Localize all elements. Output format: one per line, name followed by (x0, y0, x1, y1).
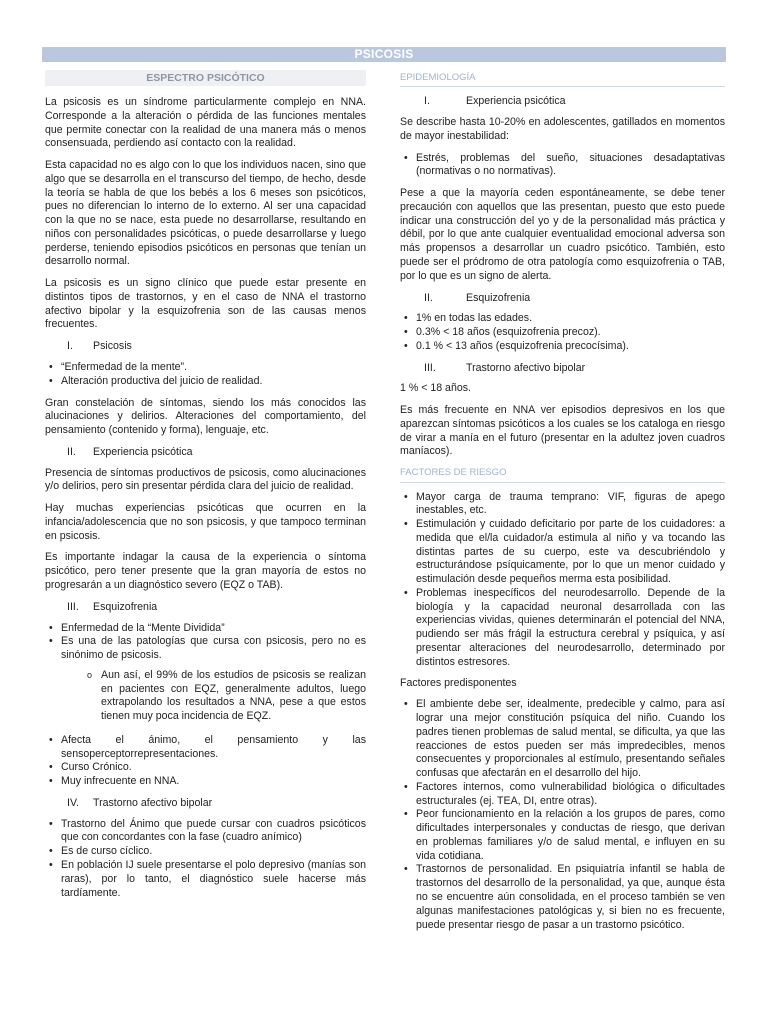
heading-esquizofrenia (45, 601, 366, 615)
list-item: • 0.3% < 18 años (esquizofrenia precoz). (400, 326, 725, 340)
heading-number: IV. (67, 796, 79, 809)
list-item: • Estimulación y cuidado deficitario por parte de los cuidadores: a medida que el/la cuidador/a estimula al niño y va tocando las distintas partes de su cuerpo, este va descubriéndolo y estructurándose psíquicamente, por lo que un menor cuidado y estimulación desde pequeños merma esta posibilidad. (400, 518, 725, 587)
list-item: • Es una de las patologías que cursa con psicosis, pero no es sinónimo de psicosis. (45, 635, 366, 663)
bullet-list (400, 312, 725, 353)
paragraph: Hay muchas experiencias psicóticas que ocurren en la infancia/adolescencia que no son psicosis, y que tampoco terminan en psicosis. (45, 502, 366, 542)
paragraph: Se describe hasta 10-20% en adolescentes, gatillados en momentos de mayor inestabilidad: (400, 116, 725, 142)
heading-number: II. (424, 291, 433, 304)
list-item: • El ambiente debe ser, idealmente, predecible y calmo, para así lograr una mejor constitución psíquica del niño. Cuando los padres tienen problemas de salud mental, se dificulta, ya que las reacciones de estos pueden ser más impredecibles, menos consecuentes y proporcionales al estímulo, presentando señales confusas que afectarán en el desarrollo del hijo. (400, 698, 725, 781)
paragraph: Es más frecuente en NNA ver episodios depresivos en los que aparezcan síntomas psicóticos a los cuales se los cataloga en riesgo de virar a manía en el futuro (presentar en la adultez joven cuadros maníacos). (400, 404, 725, 458)
heading-number: III. (67, 600, 79, 613)
heading-text: Trastorno afectivo bipolar (93, 796, 213, 809)
bullet-list (45, 734, 366, 789)
paragraph: La psicosis es un síndrome particularmente complejo en NNA. Corresponde a la alteración o pérdida de las funciones mentales que permite conectar con la realidad de una manera más o menos consensuada, perdiendo así contacto con la realidad. (45, 96, 366, 150)
heading-number: II. (67, 445, 76, 458)
paragraph: La psicosis es un signo clínico que puede estar presente en distintos tipos de trastornos, y en el caso de NNA el trastorno afectivo bipolar y la esquizofrenia son de las causas menos frecuentes. (45, 277, 366, 331)
list-item: • 0.1 % < 13 años (esquizofrenia precocísima). (400, 340, 725, 354)
list-item: • Trastornos de personalidad. En psiquiatría infantil se habla de trastornos del desarrollo de la personalidad, ya que, aunque ésta no se encuentre aún consolidada, en el proceso también se ven algunas manifestaciones patológicas y, si bien no es frecuente, puede presentar riesgo de pasar a un trastorno psicótico. (400, 863, 725, 932)
bullet-list (45, 622, 366, 663)
list-item: • En población IJ suele presentarse el polo depresivo (manías son raras), por lo tanto, el diagnóstico suele hacerse más tardíamente. (45, 859, 366, 900)
bullet-list (45, 818, 366, 901)
page-banner-title: PSICOSIS (42, 47, 726, 62)
list-item: • Afecta el ánimo, el pensamiento y las sensoperceptorrepresentaciones. (45, 734, 366, 762)
bullet-list (400, 491, 725, 670)
heading-experiencia-psicotica (400, 95, 725, 109)
bullet-list (400, 698, 725, 932)
paragraph: Gran constelación de síntomas, siendo los más conocidos las alucinaciones y delirios. Alteraciones del comportamiento, del pensamiento (contenido y forma), lenguaje, etc. (45, 396, 366, 437)
list-item: • Estrés, problemas del sueño, situaciones desadaptativas (normativas o no normativas). (400, 152, 725, 180)
list-item: • 1% en todas las edades. (400, 312, 725, 326)
list-item: • Alteración productiva del juicio de realidad. (45, 375, 366, 389)
list-item: • Trastorno del Ánimo que puede cursar con cuadros psicóticos que con concordantes con la fase (cuadro anímico) (45, 818, 366, 846)
paragraph: Pese a que la mayoría ceden espontáneamente, se debe tener precaución con aquellos que las presentan, puesto que esto puede indicar una construcción del yo y de la personalidad más práctica y débil, por lo que ante cualquier eventualidad emocional adversa son más propensos a desarrollar un cuadro psicótico. También, esto puede ser el pródromo de otra patología como esquizofrenia o TAB, por lo que es un signo de alerta. (400, 187, 725, 282)
list-item: • “Enfermedad de la mente”. (45, 361, 366, 375)
heading-number: I. (67, 340, 73, 353)
list-item: o Aun así, el 99% de los estudios de psicosis se realizan en pacientes con EQZ, generalmente adultos, luego extrapolando los resultados a NNA, pese a que estos tienen muy poca incidencia de EQZ. (45, 669, 366, 724)
section-title-epidemiologia: EPIDEMIOLOGÍA (400, 72, 725, 87)
list-item: • Factores internos, como vulnerabilidad biológica o dificultades estructurales (ej. TEA, DI, entre otras). (400, 781, 725, 809)
heading-text: Psicosis (93, 340, 132, 353)
heading-number: I. (424, 95, 430, 108)
paragraph: 1 % < 18 años. (400, 382, 471, 395)
heading-text: Experiencia psicótica (466, 95, 566, 108)
heading-trastorno-bipolar (45, 797, 366, 811)
list-item: • Es de curso cíclico. (45, 845, 366, 859)
heading-text: Esquizofrenia (93, 600, 158, 613)
heading-text: Trastorno afectivo bipolar (466, 361, 586, 374)
subheading-factores-predisponentes: Factores predisponentes (400, 677, 517, 690)
heading-number: III. (424, 361, 436, 374)
section-title-factores-riesgo: FACTORES DE RIESGO (400, 467, 725, 482)
sub-bullet-list (45, 669, 366, 724)
list-item: • Problemas inespecíficos del neurodesarrollo. Depende de la biología y la capacidad neuronal desarrollada con las experiencias vividas, quienes determinarán el potencial del NNA, pudiendo ser más frágil la estructura cerebral y psíquica, y así presentar alteraciones del neurodesarrollo, determinado por distintos estresores. (400, 587, 725, 670)
heading-esquizofrenia (400, 292, 725, 306)
heading-psicosis (45, 340, 366, 354)
list-item: • Curso Crónico. (45, 761, 366, 775)
paragraph: Presencia de síntomas productivos de psicosis, como alucinaciones y/o delirios, pero sin presentar pérdida clara del juicio de realidad. (45, 466, 366, 493)
bullet-list (400, 152, 725, 180)
heading-experiencia-psicotica (45, 446, 366, 460)
bullet-list (45, 361, 366, 389)
list-item: • Peor funcionamiento en la relación a los grupos de pares, como dificultades interpersonales y conductas de riesgo, que derivan en problemas familiares y/o de salud mental, e influyen en su vida cotidiana. (400, 808, 725, 863)
list-item: • Mayor carga de trauma temprano: VIF, figuras de apego inestables, etc. (400, 491, 725, 519)
heading-text: Experiencia psicótica (93, 445, 193, 458)
list-item: • Enfermedad de la “Mente Dividida” (45, 622, 366, 636)
right-column (400, 70, 725, 940)
paragraph: Esta capacidad no es algo con lo que los individuos nacen, sino que algo que se desarrolla en el transcurso del tiempo, de hecho, desde la teoría se habla de que los bebés a los 6 meses son psicóticos, pues no diferencian lo interno de lo externo. Al ser una capacidad con la que no se nace, esta puede no desarrollarse, resultando en niños con personalidades psicóticas, o puede desarrollarse y luego perderse, teniendo episodios psicóticos en personas que tenían un desarrollo normal. (45, 159, 366, 268)
list-item: • Muy infrecuente en NNA. (45, 775, 366, 789)
heading-text: Esquizofrenia (466, 291, 531, 304)
paragraph: Es importante indagar la causa de la experiencia o síntoma psicótico, pero tener presente que la gran mayoría de estos no progresarán a un diagnóstico severo (EQZ o TAB). (45, 551, 366, 591)
left-column (45, 70, 366, 908)
section-title-espectro: ESPECTRO PSICÓTICO (45, 70, 366, 86)
heading-trastorno-bipolar (400, 362, 725, 376)
